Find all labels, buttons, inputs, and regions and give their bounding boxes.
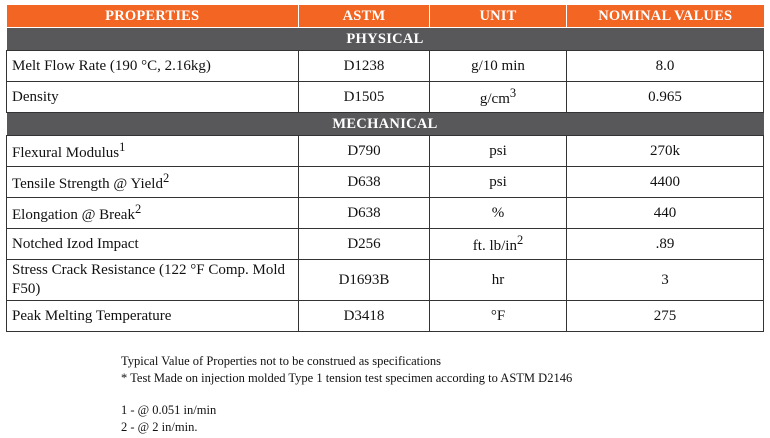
value-cell: 3 [567, 260, 764, 301]
table-row [7, 301, 764, 332]
table-row [7, 198, 764, 229]
property-cell: Notched Izod Impact [7, 229, 299, 260]
unit-superscript: 3 [509, 86, 517, 100]
value-cell: 440 [567, 198, 764, 229]
unit-cell: hr [430, 260, 567, 301]
properties-table [6, 5, 764, 332]
table-row [7, 82, 764, 113]
property-cell: Density [7, 82, 299, 113]
astm-cell: D1238 [299, 51, 430, 82]
section-title: PHYSICAL [7, 28, 764, 51]
footnote-marker: 2 [134, 202, 142, 216]
section-row-physical [7, 28, 764, 51]
section-title: MECHANICAL [7, 113, 764, 136]
property-cell: Tensile Strength @ Yield$^2$ [7, 167, 299, 198]
header-properties: PROPERTIES [7, 5, 299, 28]
table-row [7, 136, 764, 167]
section-row-mechanical [7, 113, 764, 136]
note-typical-values: Typical Value of Properties not to be construed as specifications [121, 354, 441, 368]
property-cell: Flexural Modulus$^1$ [7, 136, 299, 167]
notes-block [121, 353, 572, 435]
unit-cell: psi [430, 136, 567, 167]
table-row [7, 51, 764, 82]
property-cell: Peak Melting Temperature [7, 301, 299, 332]
property-cell: Elongation @ Break$^2$ [7, 198, 299, 229]
value-cell: 270k [567, 136, 764, 167]
astm-cell: D256 [299, 229, 430, 260]
property-cell: Stress Crack Resistance (122 °F Comp. Mold F50) [7, 260, 299, 301]
unit-cell: $g/cm^3$ [430, 82, 567, 113]
astm-cell: D1693B [299, 260, 430, 301]
table-row [7, 229, 764, 260]
value-cell: 4400 [567, 167, 764, 198]
table-row [7, 167, 764, 198]
unit-cell: ft. $lb/in^2$ [430, 229, 567, 260]
header-nominal-values: NOMINAL VALUES [567, 5, 764, 28]
astm-cell: D3418 [299, 301, 430, 332]
header-unit: UNIT [430, 5, 567, 28]
footnote-marker: 2 [162, 171, 170, 185]
unit-superscript: 2 [516, 233, 524, 247]
table-row [7, 260, 764, 301]
footnote-1: 1 - @ 0.051 in/min [121, 403, 217, 417]
astm-cell: D638 [299, 198, 430, 229]
header-row [7, 5, 764, 28]
unit-cell: °F [430, 301, 567, 332]
note-test-method: * Test Made on injection molded Type 1 tension test specimen according to ASTM D2146 [121, 370, 573, 385]
property-cell: Melt Flow Rate (190 °C, 2.16kg) [7, 51, 299, 82]
footnote-2: 2 - @ 2 in/min. [121, 419, 198, 434]
value-cell: .89 [567, 229, 764, 260]
astm-cell: D638 [299, 167, 430, 198]
value-cell: 275 [567, 301, 764, 332]
unit-cell: g/10 min [430, 51, 567, 82]
unit-cell: % [430, 198, 567, 229]
astm-cell: D790 [299, 136, 430, 167]
value-cell: 8.0 [567, 51, 764, 82]
unit-cell: psi [430, 167, 567, 198]
spacer [121, 386, 572, 402]
astm-cell: D1505 [299, 82, 430, 113]
header-astm: ASTM [299, 5, 430, 28]
footnote-marker: 1 [119, 140, 126, 154]
value-cell: 0.965 [567, 82, 764, 113]
